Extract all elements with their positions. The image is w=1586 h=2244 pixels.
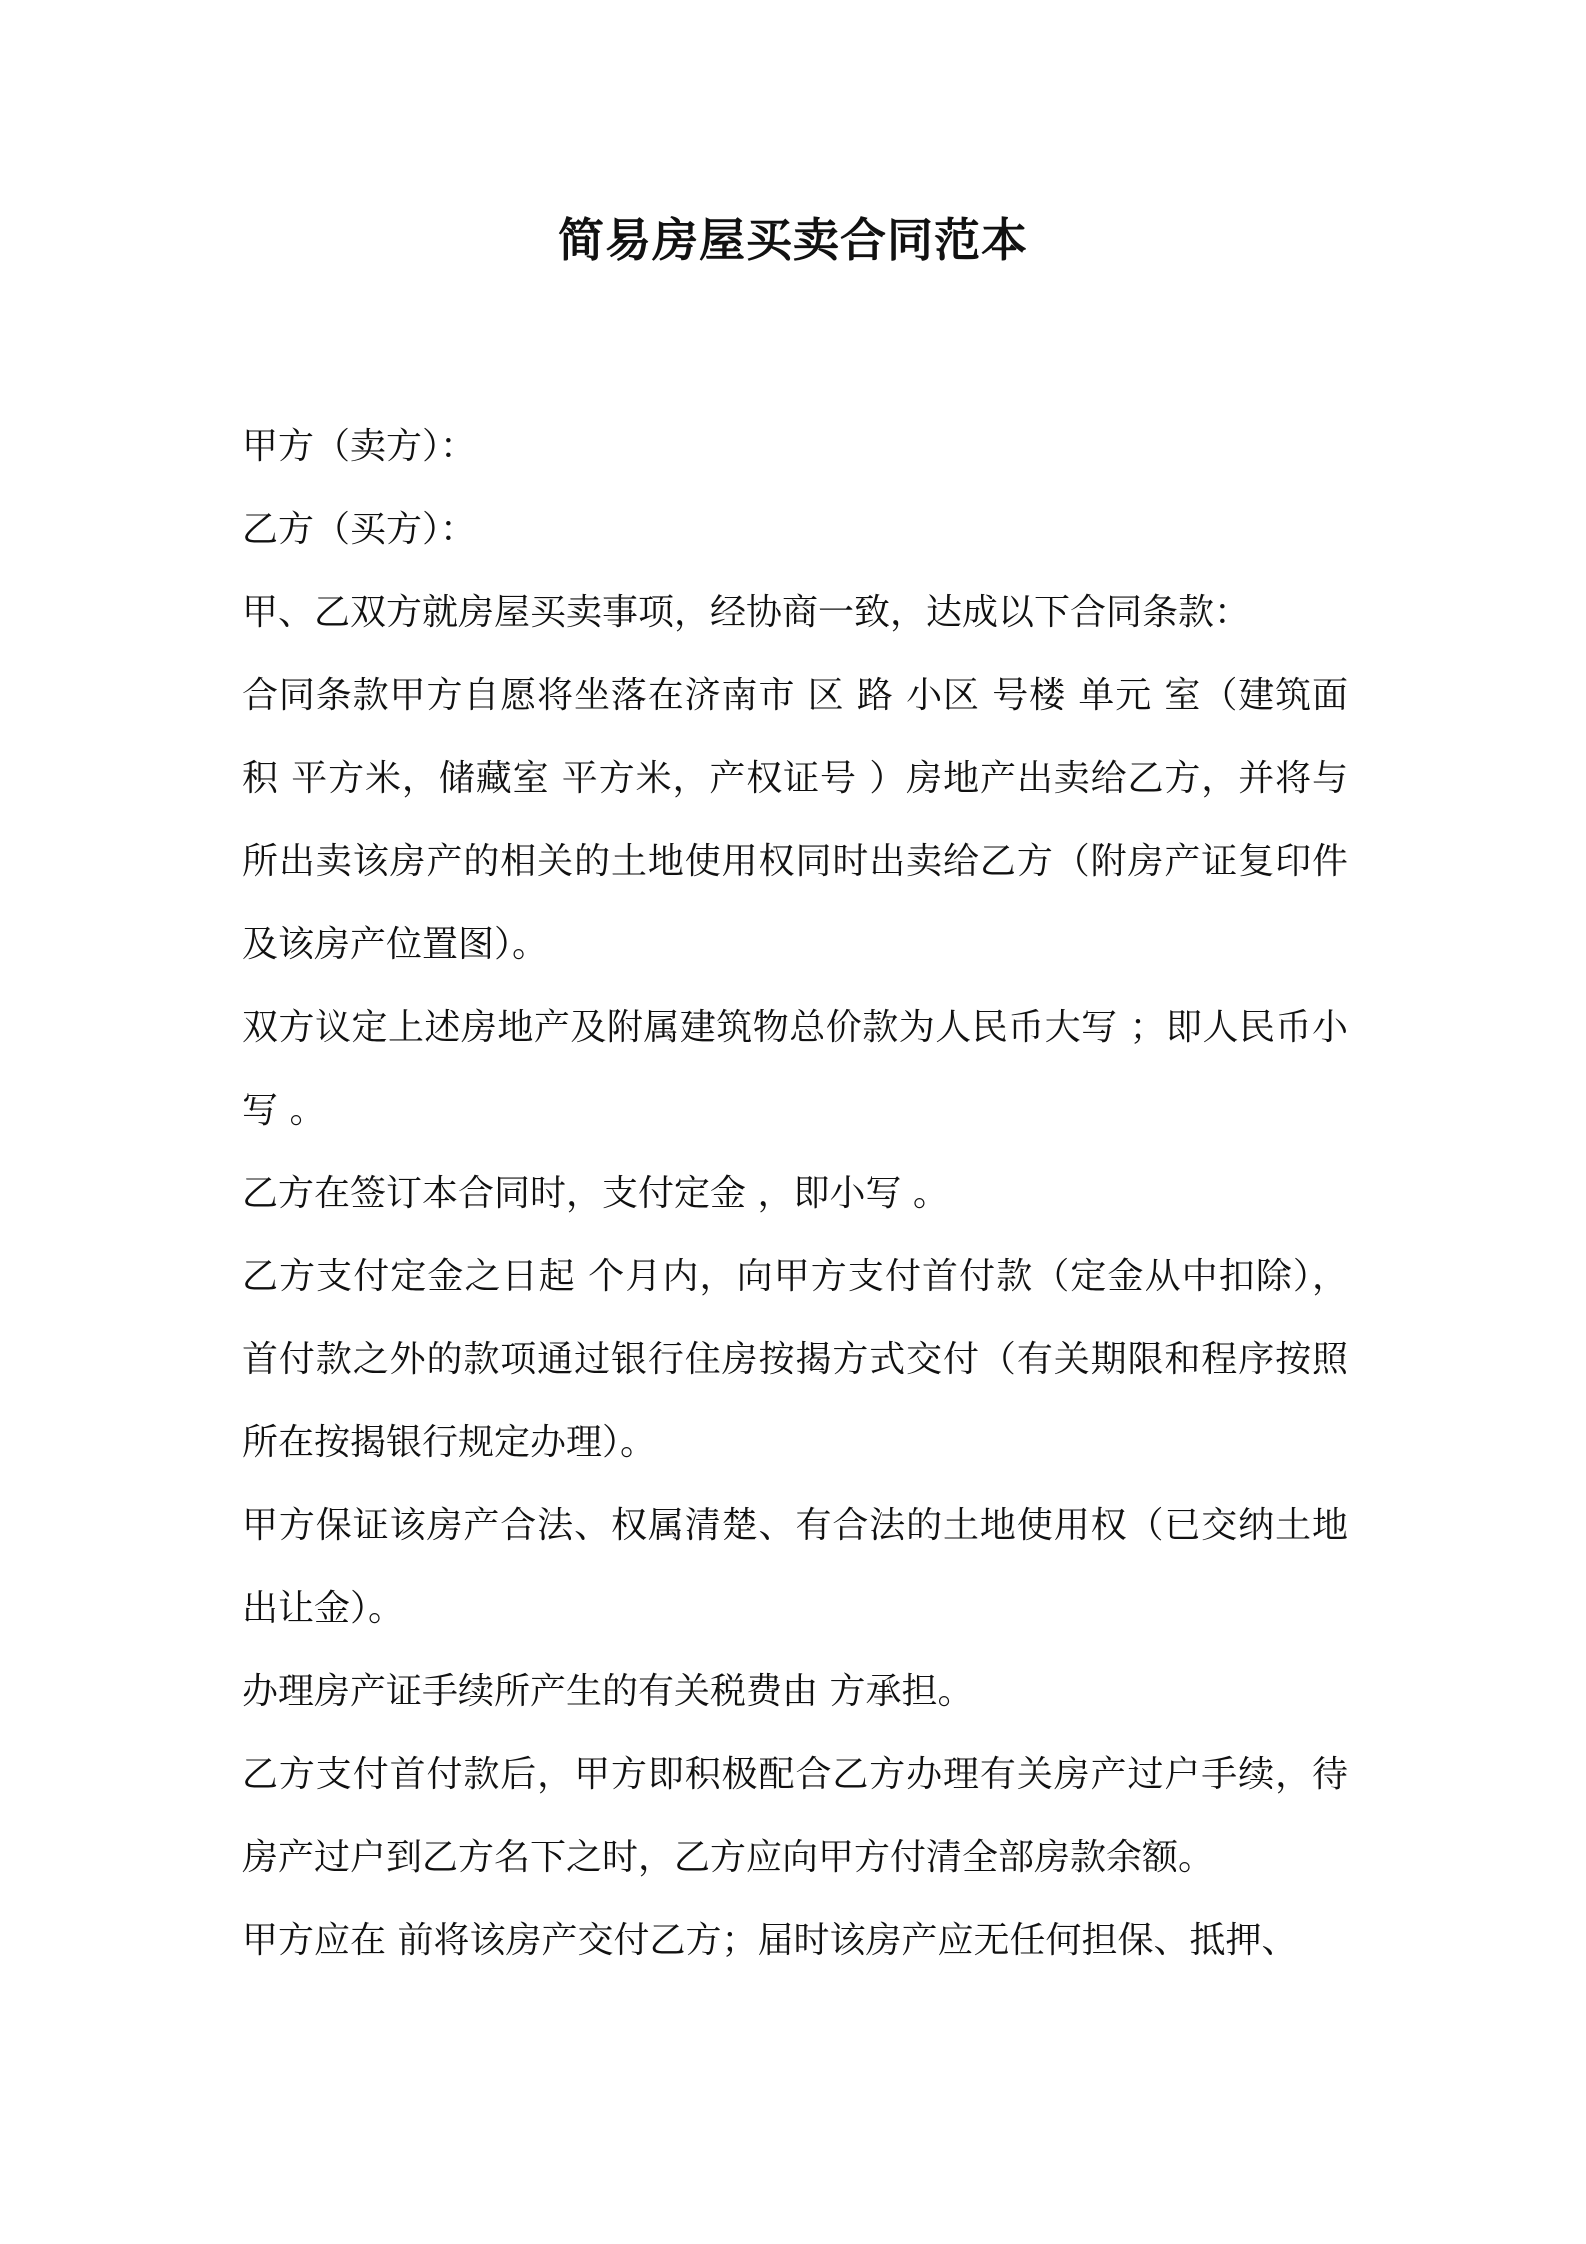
buyer-line: 乙方（买方）：	[242, 509, 477, 550]
clause-total-price: 双方议定上述房地产及附属建筑物总价款为人民币大写 ；即人民币小写 。	[242, 1007, 1348, 1131]
clause-deposit: 乙方在签订本合同时，支付定金 ，即小写 。	[242, 1173, 949, 1214]
agreement-intro: 甲、乙双方就房屋买卖事项，经协商一致，达成以下合同条款：	[242, 592, 1251, 633]
clause-property-description: 合同条款甲方自愿将坐落在济南市 区 路 小区 号楼 单元 室（建筑面积 平方米，储藏室 平方米，产权证号 ）房地产出卖给乙方，并将与所出卖该房产的相关的土地使用权同时出卖给乙方（附房产证复印件及该房产位置图）。	[242, 675, 1348, 965]
clause-down-payment: 乙方支付定金之日起 个月内，向甲方支付首付款（定金从中扣除），首付款之外的款项通过银行住房按揭方式交付（有关期限和程序按照所在按揭银行规定办理）。	[242, 1256, 1348, 1463]
clause-delivery: 甲方应在 前将该房产交付乙方；届时该房产应无任何担保、抵押、	[242, 1920, 1298, 1961]
clause-taxes: 办理房产证手续所产生的有关税费由 方承担。	[242, 1671, 974, 1712]
clause-transfer: 乙方支付首付款后，甲方即积极配合乙方办理有关房产过户手续，待房产过户到乙方名下之时，乙方应向甲方付清全部房款余额。	[242, 1754, 1348, 1878]
contract-body	[242, 405, 1348, 1982]
document-title: 简易房屋买卖合同范本	[558, 213, 1028, 267]
clause-seller-guarantee: 甲方保证该房产合法、权属清楚、有合法的土地使用权（已交纳土地出让金）。	[242, 1505, 1348, 1629]
seller-line: 甲方（卖方）：	[242, 426, 477, 467]
